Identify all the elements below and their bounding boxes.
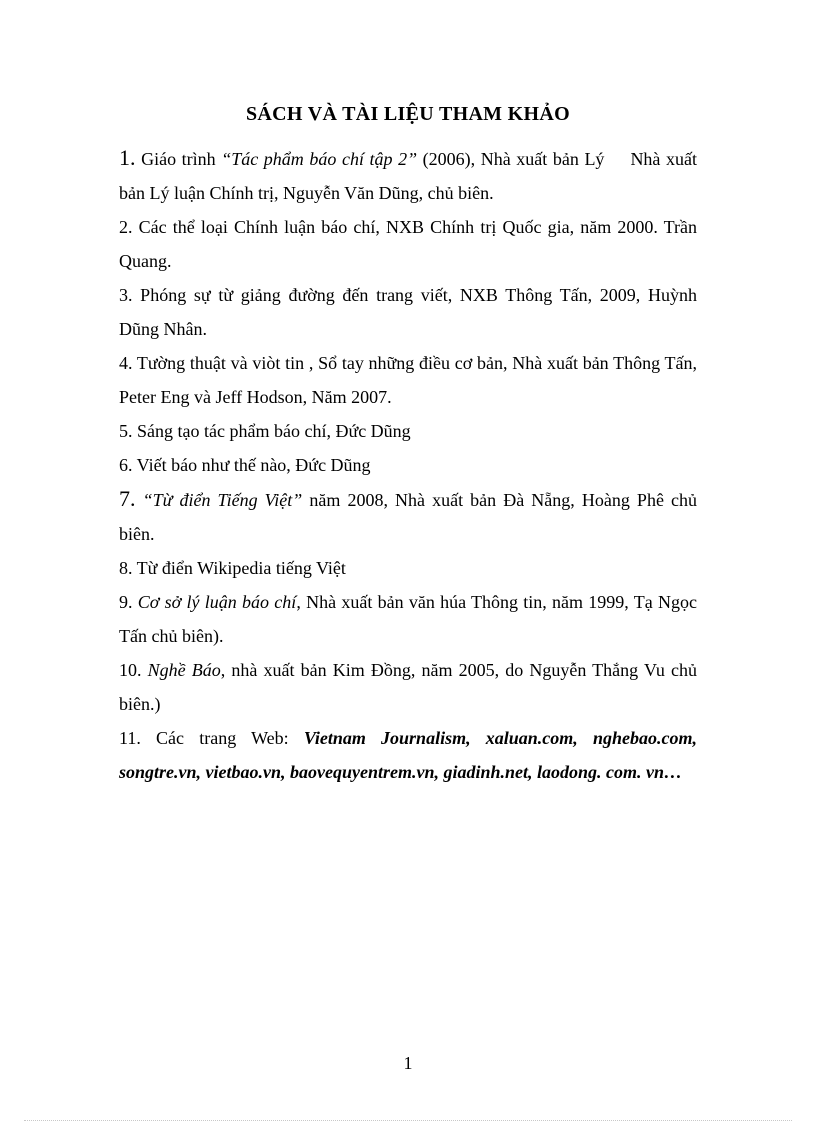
reference-number: 9. <box>119 592 133 612</box>
reference-item-10 <box>119 653 697 721</box>
reference-item-1 <box>119 141 697 210</box>
reference-number: 10. <box>119 660 142 680</box>
page-title: SÁCH VÀ TÀI LIỆU THAM KHẢO <box>246 103 570 125</box>
reference-item-3: 3. Phóng sự từ giảng đường đến trang viết, NXB Thông Tấn, 2009, Huỳnh Dũng Nhân. <box>119 285 697 339</box>
reference-item-11 <box>119 721 697 789</box>
reference-title: Cơ sở lý luận báo chí <box>137 592 297 612</box>
reference-number: 1. <box>119 145 136 170</box>
reference-text: năm 2008, Nhà xuất bản Đà Nẵng, Hoàng Phê chủ biên. <box>119 490 697 544</box>
reference-number: 7. <box>119 486 136 511</box>
reference-item-4: 4. Tường thuật và viòt tin , Sổ tay những điều cơ bản, Nhà xuất bản Thông Tấn, Peter Eng và Jeff Hodson, Năm 2007. <box>119 353 697 407</box>
reference-item-9 <box>119 585 697 653</box>
reference-title: Nghề Báo <box>147 660 221 680</box>
reference-text: (2006), Nhà xuất bản Lý <box>417 149 605 169</box>
reference-item-6: 6. Viết báo như thế nào, Đức Dũng <box>119 455 371 475</box>
reference-text: 11. Các trang Web: <box>119 728 304 748</box>
website-list: Vietnam Journalism, xaluan.com, nghebao.com, songtre.vn, vietbao.vn, baovequyentrem.vn, giadinh.net, laodong. com. vn… <box>119 728 697 782</box>
reference-list <box>119 141 697 789</box>
reference-item-7 <box>119 482 697 551</box>
reference-text: , Nhà xuất bản văn húa Thông tin, năm 1999, Tạ Ngọc Tấn chủ biên). <box>119 592 697 646</box>
reference-title: “Từ điển Tiếng Việt” <box>142 490 303 510</box>
reference-item-8: 8. Từ điển Wikipedia tiếng Việt <box>119 558 346 578</box>
page-number: 1 <box>403 1053 413 1073</box>
reference-text: Nhà xuất bản Lý luận Chính trị, Nguyễn Văn Dũng, chủ biên. <box>119 149 697 203</box>
page-bottom-divider <box>24 1120 792 1121</box>
reference-title: “Tác phẩm báo chí tập 2” <box>221 149 418 169</box>
reference-item-5: 5. Sáng tạo tác phẩm báo chí, Đức Dũng <box>119 421 411 441</box>
reference-text: , nhà xuất bản Kim Đồng, năm 2005, do Nguyễn Thắng Vu chủ biên.) <box>119 660 697 714</box>
reference-item-2: 2. Các thể loại Chính luận báo chí, NXB Chính trị Quốc gia, năm 2000. Trần Quang. <box>119 217 697 271</box>
reference-text: Giáo trình <box>135 149 222 169</box>
